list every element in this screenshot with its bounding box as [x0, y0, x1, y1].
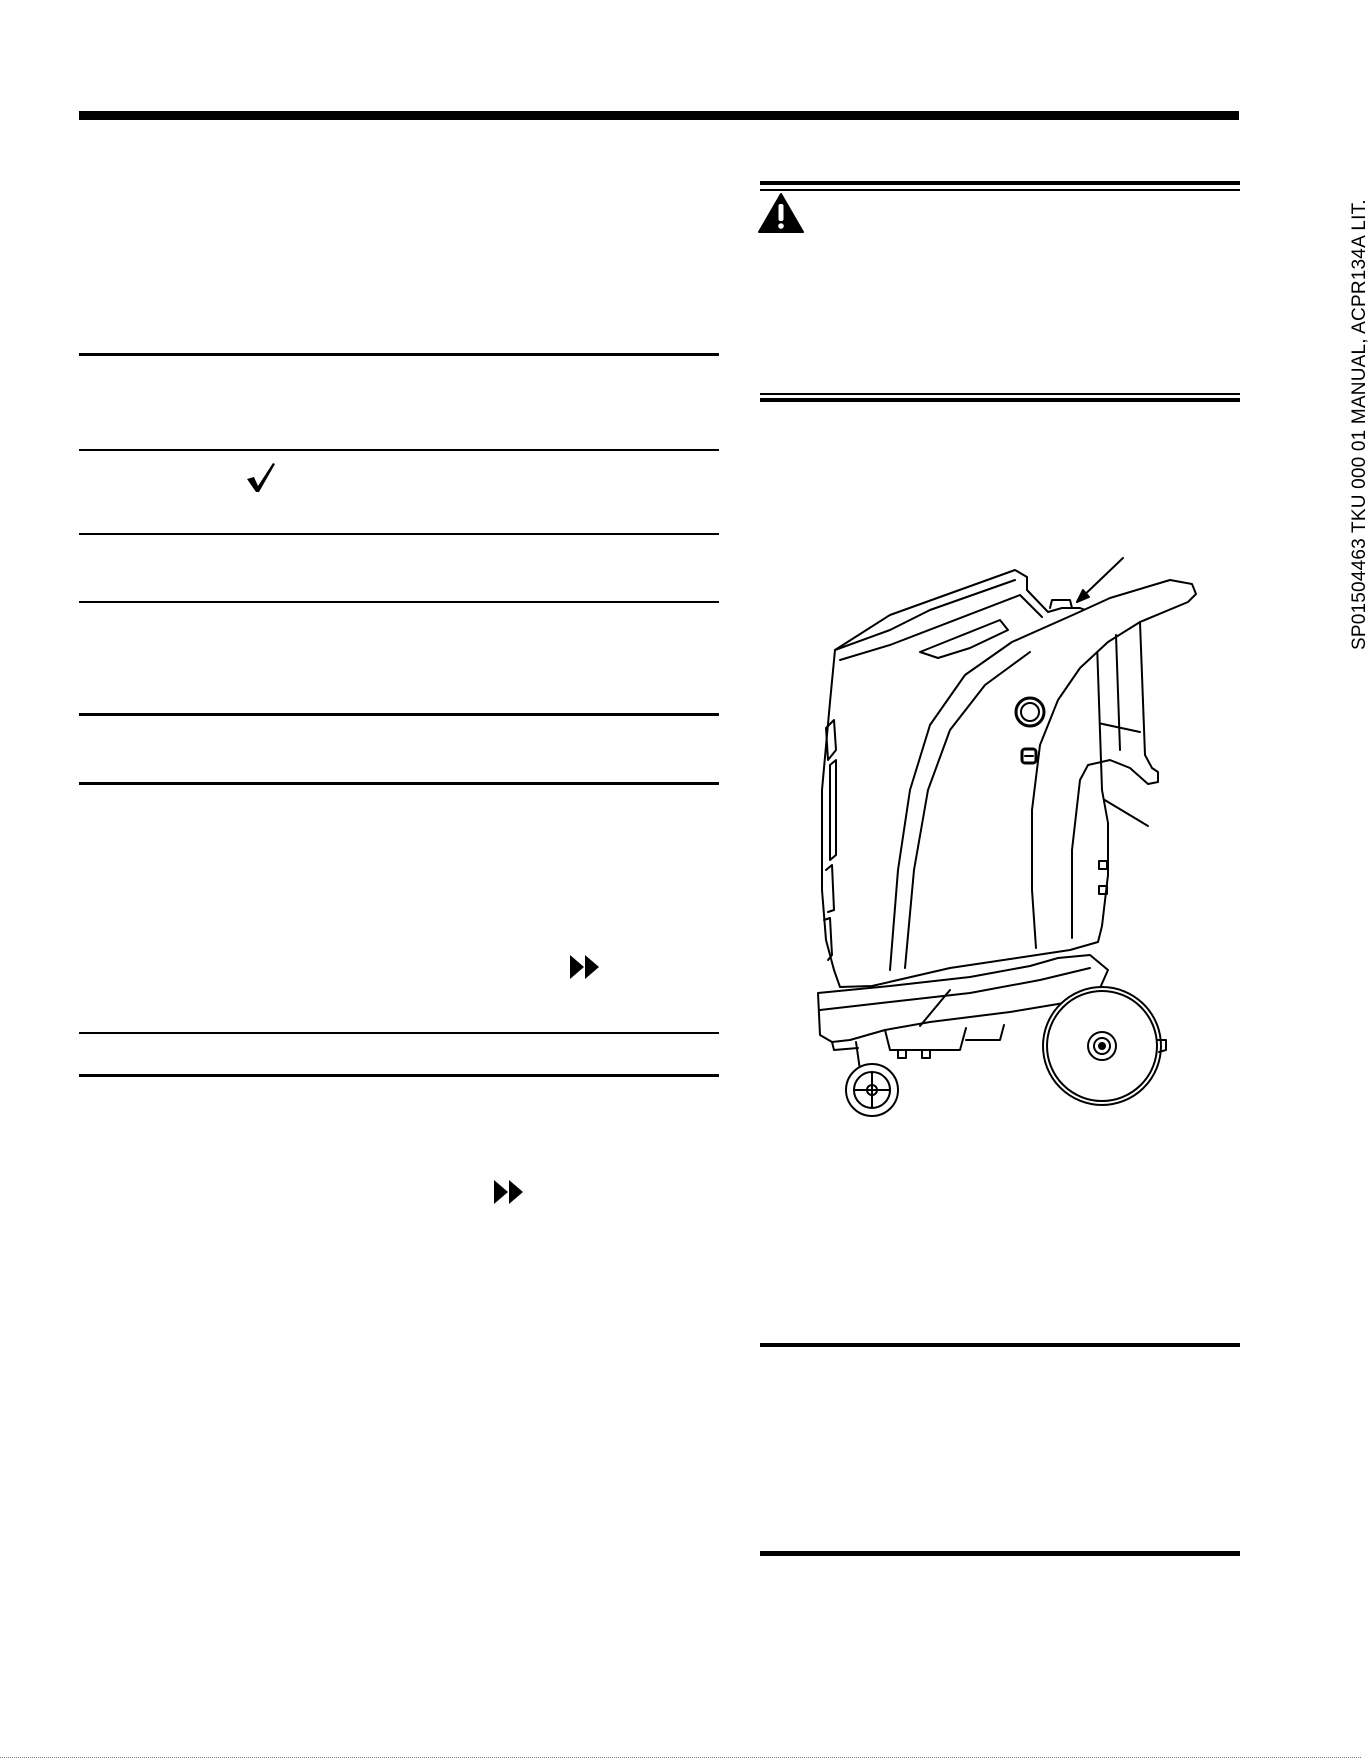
warning-triangle-icon [758, 193, 804, 233]
table-rule [79, 1032, 719, 1034]
table-rule [79, 713, 719, 716]
warning-top-rule-thin [760, 189, 1240, 191]
table-rule [79, 782, 719, 785]
table-rule [79, 533, 719, 535]
warning-bottom-rule-thin [760, 393, 1240, 395]
fast-forward-icon [570, 955, 600, 979]
table-rule [79, 449, 719, 451]
warning-top-rule [760, 181, 1240, 185]
side-document-label: SP01504463 TKU 000 01 MANUAL, ACPR134A LIT. [1349, 199, 1370, 650]
section-rule [760, 1343, 1240, 1347]
header-rule [79, 111, 1239, 120]
table-rule [79, 353, 719, 356]
machine-illustration [790, 550, 1210, 1120]
checkmark-icon [244, 460, 278, 494]
table-rule [79, 601, 719, 603]
section-rule [760, 1551, 1240, 1556]
table-rule [79, 1074, 719, 1077]
footer-rule [0, 1757, 1361, 1758]
warning-bottom-rule [760, 398, 1240, 402]
fast-forward-icon [494, 1180, 524, 1204]
